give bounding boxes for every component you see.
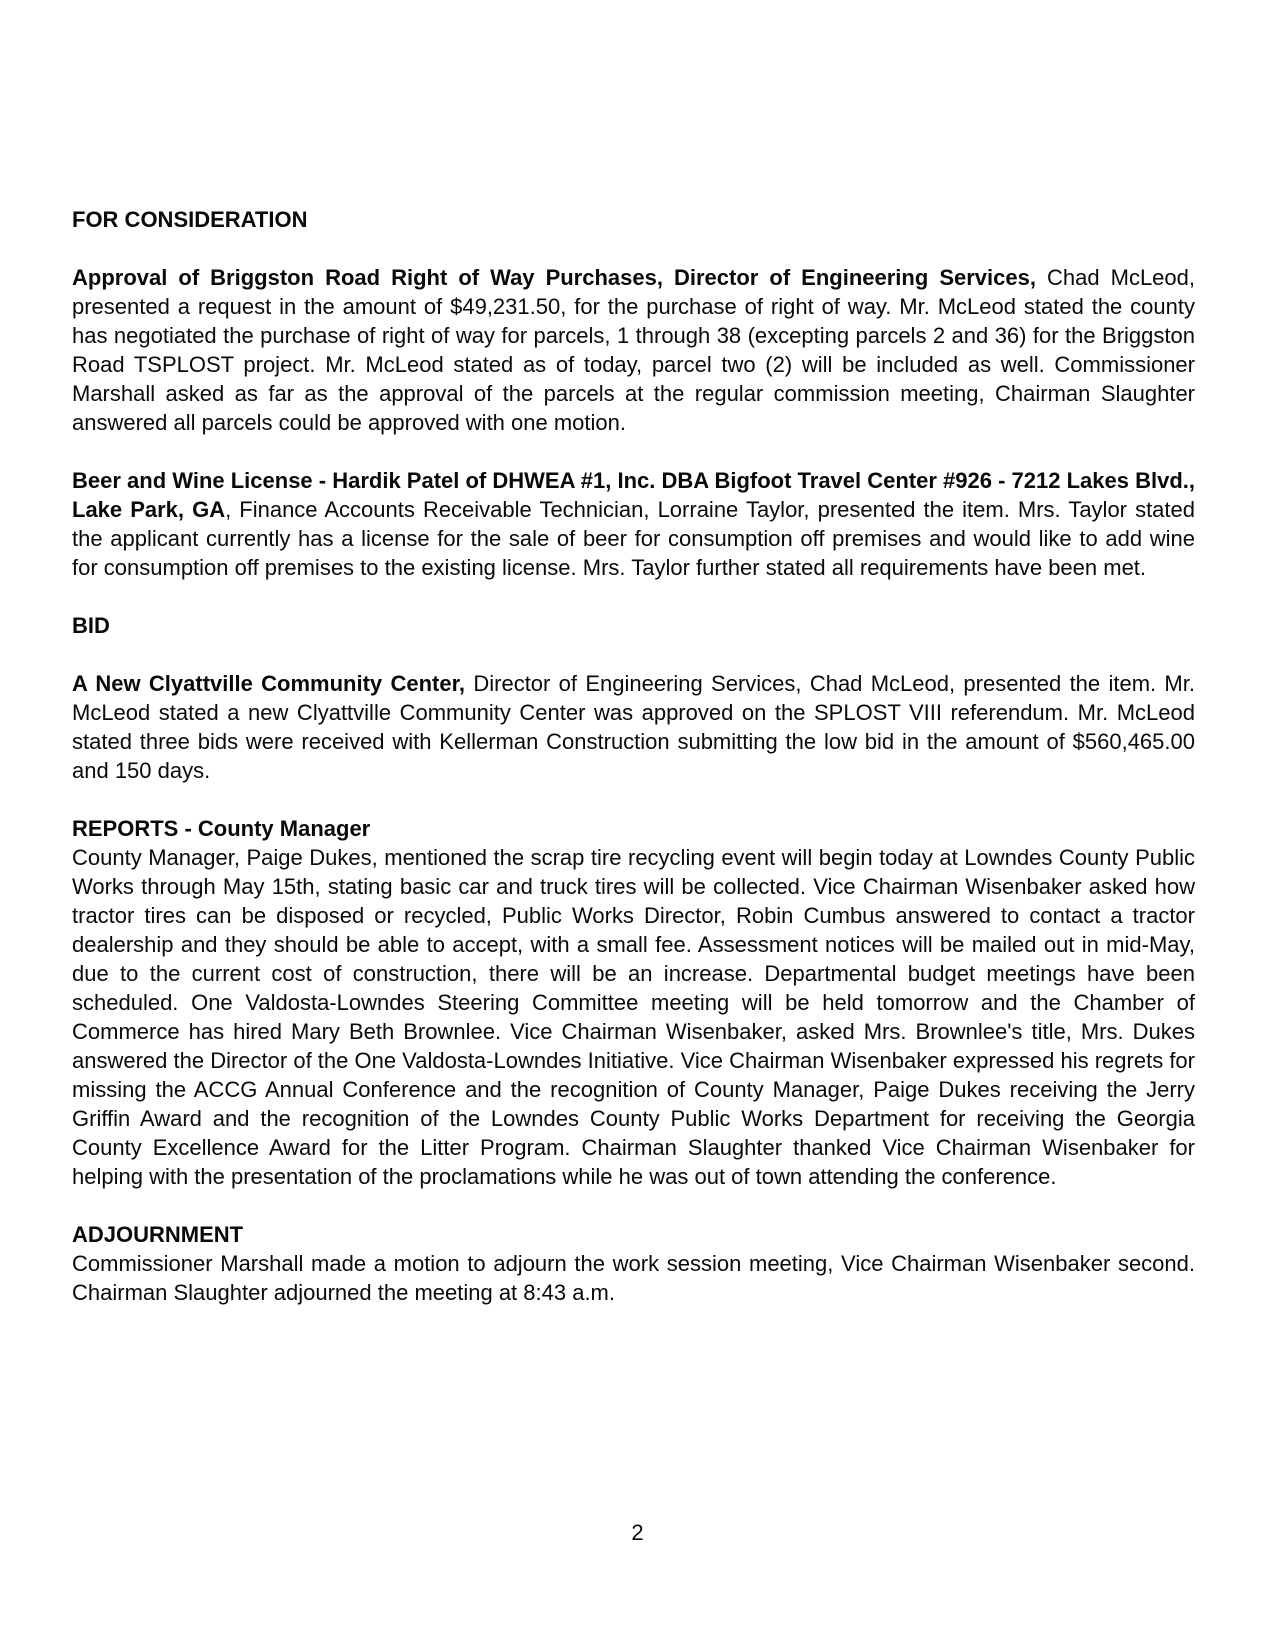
paragraph-lead-bold-clyattville: A New Clyattville Community Center, xyxy=(72,671,466,696)
section-heading-bid: BID xyxy=(72,613,110,638)
paragraph-body-beer-wine: , Finance Accounts Receivable Technician, Lorraine Taylor, presented the item. Mrs. Taylor stated the applicant currently has a license for the sale of beer for consumption off premises and would like to add wine for consumption off premises to the existing license. Mrs. Taylor further stated all requirements have been met. xyxy=(72,497,1195,580)
paragraph-lead-bold-briggston: Approval of Briggston Road Right of Way Purchases, Director of Engineering Services, xyxy=(72,265,1036,290)
paragraph-body-briggston: Chad McLeod, presented a request in the amount of $49,231.50, for the purchase of right of way. Mr. McLeod stated the county has negotiated the purchase of right of way for parcels, 1 through 38 (excepting parcels 2 and 36) for the Briggston Road TSPLOST project. Mr. McLeod stated as of today, parcel two (2) will be included as well. Commissioner Marshall asked as far as the approval of the parcels at the regular commission meeting, Chairman Slaughter answered all parcels could be approved with one motion. xyxy=(72,265,1195,435)
section-heading-adjournment: ADJOURNMENT xyxy=(72,1222,244,1247)
section-heading-for-consideration: FOR CONSIDERATION xyxy=(72,207,308,232)
paragraph-lead-bold-beer-wine: Beer and Wine License - Hardik Patel of DHWEA #1, Inc. DBA Bigfoot Travel Center #926 - 7212 Lakes Blvd., Lake Park, GA xyxy=(72,468,1195,522)
paragraph-beer-wine-license xyxy=(72,466,1195,582)
paragraph-reports-county-manager: County Manager, Paige Dukes, mentioned the scrap tire recycling event will begin today at Lowndes County Public Works through May 15th, stating basic car and truck tires will be collected. Vice Chairman Wisenbaker asked how tractor tires can be disposed or recycled, Public Works Director, Robin Cumbus answered to contact a tractor dealership and they should be able to accept, with a small fee. Assessment notices will be mailed out in mid-May, due to the current cost of construction, there will be an increase. Departmental budget meetings have been scheduled. One Valdosta-Lowndes Steering Committee meeting will be held tomorrow and the Chamber of Commerce has hired Mary Beth Brownlee. Vice Chairman Wisenbaker, asked Mrs. Brownlee's title, Mrs. Dukes answered the Director of the One Valdosta-Lowndes Initiative. Vice Chairman Wisenbaker expressed his regrets for missing the ACCG Annual Conference and the recognition of County Manager, Paige Dukes receiving the Jerry Griffin Award and the recognition of the Lowndes County Public Works Department for receiving the Georgia County Excellence Award for the Litter Program. Chairman Slaughter thanked Vice Chairman Wisenbaker for helping with the presentation of the proclamations while he was out of town attending the conference. xyxy=(72,845,1195,1189)
page-number: 2 xyxy=(631,1520,644,1545)
paragraph-briggston-road-right-of-way xyxy=(72,263,1195,437)
paragraph-clyattville-community-center xyxy=(72,669,1195,785)
paragraph-adjournment: Commissioner Marshall made a motion to adjourn the work session meeting, Vice Chairman Wisenbaker second. Chairman Slaughter adjourned the meeting at 8:43 a.m. xyxy=(72,1251,1195,1305)
section-heading-reports-county-manager: REPORTS - County Manager xyxy=(72,816,371,841)
paragraph-body-clyattville: Director of Engineering Services, Chad McLeod, presented the item. Mr. McLeod stated a new Clyattville Community Center was approved on the SPLOST VIII referendum. Mr. McLeod stated three bids were received with Kellerman Construction submitting the low bid in the amount of $560,465.00 and 150 days. xyxy=(72,671,1195,783)
